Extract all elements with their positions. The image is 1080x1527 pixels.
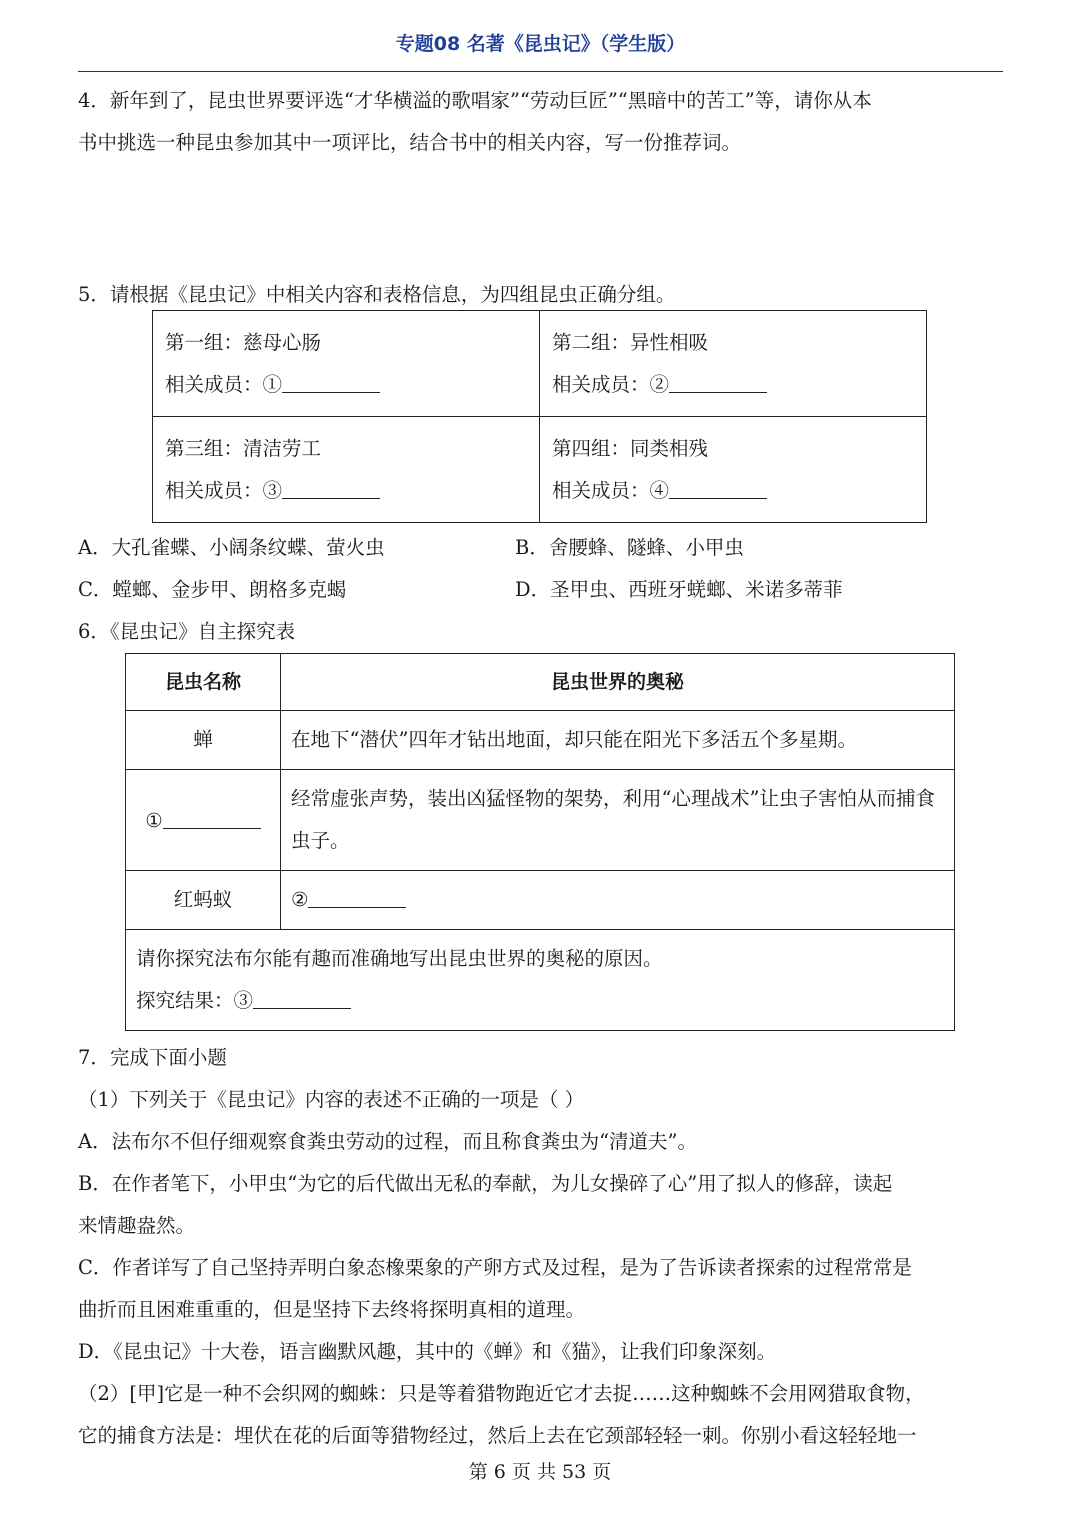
question-4 [78,80,1003,280]
insect-name: ① [126,770,281,871]
exploration-prompt-cell [126,930,955,1031]
question-5-options [78,527,1003,611]
insect-mystery: ② [281,871,955,930]
insect-name: 红蚂蚁 [126,871,281,930]
fill-blank[interactable] [282,475,380,499]
header-divider [78,71,1003,72]
document-body [78,80,1003,1457]
group-name: 第一组：慈母心肠 [165,331,322,354]
group-name: 第三组：清洁劳工 [165,437,322,460]
fill-blank[interactable] [163,805,261,829]
option-a[interactable]: A．大孔雀蝶、小阔条纹蝶、萤火虫 [78,536,385,559]
insect-name: 蝉 [126,711,281,770]
option-b-line-2[interactable]: 来情趣盎然。 [78,1214,196,1237]
group-members: 相关成员：② [552,364,914,406]
sub-question-2-line-2: 它的捕食方法是：埋伏在花的后面等猎物经过，然后上去在它颈部轻轻一刺。你别小看这轻轻地一 [78,1424,917,1447]
table-row [126,871,955,930]
option-b[interactable]: B．舍腰蜂、隧蜂、小甲虫 [515,536,744,559]
fill-blank[interactable] [308,884,406,908]
option-a[interactable]: A．法布尔不但仔细观察食粪虫劳动的过程，而且称食粪虫为“清道夫”。 [78,1130,698,1153]
sub-question-1: （1）下列关于《昆虫记》内容的表述不正确的一项是（ ） [78,1088,585,1111]
column-header-insect-name: 昆虫名称 [126,654,281,711]
option-c-line-1[interactable]: C．作者详写了自己坚持弄明白象态橡栗象的产卵方式及过程，是为了告诉读者探索的过程常常是 [78,1256,912,1279]
question-6 [78,611,1003,1031]
insect-mystery: 经常虚张声势，装出凶猛怪物的架势，利用“心理战术”让虫子害怕从而捕食虫子。 [281,770,955,871]
question-7-title: 7．完成下面小题 [78,1046,227,1069]
group-members: 相关成员：① [165,364,527,406]
fill-blank[interactable] [669,369,767,393]
table-row [126,711,955,770]
fill-blank[interactable] [669,475,767,499]
option-c[interactable]: C．螳螂、金步甲、朗格多克蝎 [78,578,347,601]
group-cell-4 [540,417,927,523]
group-members: 相关成员：③ [165,470,527,512]
group-cell-1 [153,311,540,417]
group-cell-2 [540,311,927,417]
option-b-line-1[interactable]: B．在作者笔下，小甲虫“为它的后代做出无私的奉献，为儿女操碎了心”用了拟人的修辞，读起 [78,1172,893,1195]
table-row [126,930,955,1031]
column-header-mystery: 昆虫世界的奥秘 [281,654,955,711]
fill-blank[interactable] [253,985,351,1009]
table-row [126,770,955,871]
insect-mystery: 在地下“潜伏”四年才钻出地面，却只能在阳光下多活五个多星期。 [281,711,955,770]
exploration-prompt: 请你探究法布尔能有趣而准确地写出昆虫世界的奥秘的原因。 [136,947,663,970]
question-4-line-1: 4．新年到了，昆虫世界要评选“才华横溢的歌唱家”“劳动巨匠”“黑暗中的苦工”等，请你从本 [78,89,872,112]
option-d[interactable]: D．圣甲虫、西班牙蜣螂、米诺多蒂菲 [515,578,843,601]
grouping-table [152,310,927,523]
group-name: 第四组：同类相残 [552,437,709,460]
question-7 [78,1037,1003,1457]
question-6-title: 6．《昆虫记》自主探究表 [78,620,296,643]
answer-space [78,164,1003,280]
option-c-line-2[interactable]: 曲折而且困难重重的，但是坚持下去终将探明真相的道理。 [78,1298,586,1321]
group-name: 第二组：异性相吸 [552,331,709,354]
question-5 [78,280,1003,611]
group-members: 相关成员：④ [552,470,914,512]
exploration-table [125,653,955,1031]
question-5-title: 5．请根据《昆虫记》中相关内容和表格信息，为四组昆虫正确分组。 [78,283,676,306]
sub-question-2-line-1: （2）[甲]它是一种不会织网的蜘蛛：只是等着猎物跑近它才去捉……这种蜘蛛不会用网猎取食物， [78,1382,925,1405]
fill-blank[interactable] [282,369,380,393]
exploration-result: 探究结果：③ [136,980,944,1022]
group-cell-3 [153,417,540,523]
option-d[interactable]: D．《昆虫记》十大卷，语言幽默风趣，其中的《蝉》和《猫》，让我们印象深刻。 [78,1340,777,1363]
page-header-title: 专题08 名著《昆虫记》（学生版） [395,33,686,55]
question-4-line-2: 书中挑选一种昆虫参加其中一项评比，结合书中的相关内容，写一份推荐词。 [78,131,742,154]
page-number: 第 6 页 共 53 页 [468,1461,612,1483]
